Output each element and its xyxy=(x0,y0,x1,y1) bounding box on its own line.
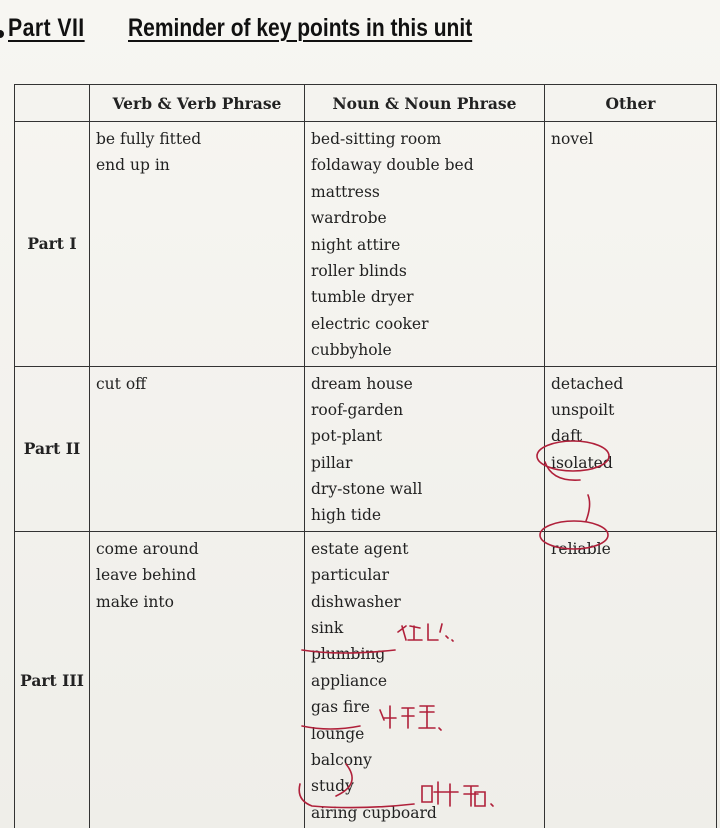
part-cell: Part II xyxy=(15,366,90,531)
other-word: novel xyxy=(551,130,594,148)
other-word: reliable xyxy=(551,539,611,558)
noun-phrase: lounge xyxy=(311,724,365,743)
nouns-list xyxy=(305,532,544,828)
other-list xyxy=(545,367,716,479)
noun-phrase: bed-sitting room xyxy=(311,130,442,148)
table-header-row xyxy=(15,85,717,122)
other-word: daft xyxy=(551,427,583,446)
nouns-list xyxy=(305,367,544,531)
noun-phrase: airing cupboard xyxy=(311,803,437,822)
table-row xyxy=(15,531,717,828)
noun-cell xyxy=(305,122,545,367)
verb-cell xyxy=(90,366,305,531)
noun-phrase: appliance xyxy=(311,671,388,690)
verb-phrase: cut off xyxy=(96,374,147,393)
noun-phrase: dishwasher xyxy=(311,592,401,611)
noun-phrase: pillar xyxy=(311,453,353,472)
other-word: detached xyxy=(551,374,624,393)
bullet-icon xyxy=(0,30,4,38)
noun-phrase: plumbing xyxy=(311,645,386,664)
nouns-list xyxy=(305,122,544,366)
noun-phrase: dream house xyxy=(311,374,413,393)
verb-phrase: make into xyxy=(96,592,174,611)
noun-phrase: cubbyhole xyxy=(311,341,392,360)
table-row xyxy=(15,122,717,367)
noun-phrase: particular xyxy=(311,566,390,585)
verb-phrase: come around xyxy=(96,539,199,558)
other-cell xyxy=(545,366,717,531)
column-header-verb: Verb & Verb Phrase xyxy=(90,85,305,122)
noun-phrase: wardrobe xyxy=(311,209,387,228)
noun-cell xyxy=(305,531,545,828)
other-list xyxy=(545,532,716,564)
column-header-part xyxy=(15,85,90,122)
verbs-list xyxy=(90,532,304,617)
noun-phrase: gas fire xyxy=(311,698,370,717)
column-header-noun: Noun & Noun Phrase xyxy=(305,85,545,122)
noun-phrase: roof-garden xyxy=(311,400,404,419)
other-list xyxy=(545,122,716,154)
noun-phrase: foldaway double bed xyxy=(311,156,474,175)
noun-phrase: balcony xyxy=(311,750,372,769)
column-header-other: Other xyxy=(545,85,717,122)
part-label: Part VII xyxy=(8,14,85,42)
noun-phrase: mattress xyxy=(311,182,380,201)
verb-phrase: be fully fitted xyxy=(96,130,202,148)
other-word: unspoilt xyxy=(551,400,615,419)
verb-cell xyxy=(90,531,305,828)
noun-phrase: roller blinds xyxy=(311,261,407,280)
noun-phrase: study xyxy=(311,777,354,796)
verb-phrase: leave behind xyxy=(96,566,197,585)
other-word: isolated xyxy=(551,453,613,472)
key-points-table xyxy=(14,84,717,828)
noun-phrase: estate agent xyxy=(311,539,409,558)
verbs-list xyxy=(90,367,304,399)
noun-cell xyxy=(305,366,545,531)
section-title: Reminder of key points in this unit xyxy=(128,14,473,42)
other-cell xyxy=(545,531,717,828)
noun-phrase: electric cooker xyxy=(311,314,429,333)
noun-phrase: dry-stone wall xyxy=(311,480,423,499)
section-header xyxy=(0,12,720,58)
noun-phrase: night attire xyxy=(311,235,401,254)
verb-cell xyxy=(90,122,305,367)
verb-phrase: end up in xyxy=(96,156,170,175)
noun-phrase: sink xyxy=(311,619,344,638)
noun-phrase: high tide xyxy=(311,506,382,525)
noun-phrase: pot-plant xyxy=(311,427,383,446)
noun-phrase: tumble dryer xyxy=(311,288,414,307)
table-row xyxy=(15,366,717,531)
verbs-list xyxy=(90,122,304,181)
part-cell: Part III xyxy=(15,531,90,828)
part-cell: Part I xyxy=(15,122,90,367)
other-cell xyxy=(545,122,717,367)
